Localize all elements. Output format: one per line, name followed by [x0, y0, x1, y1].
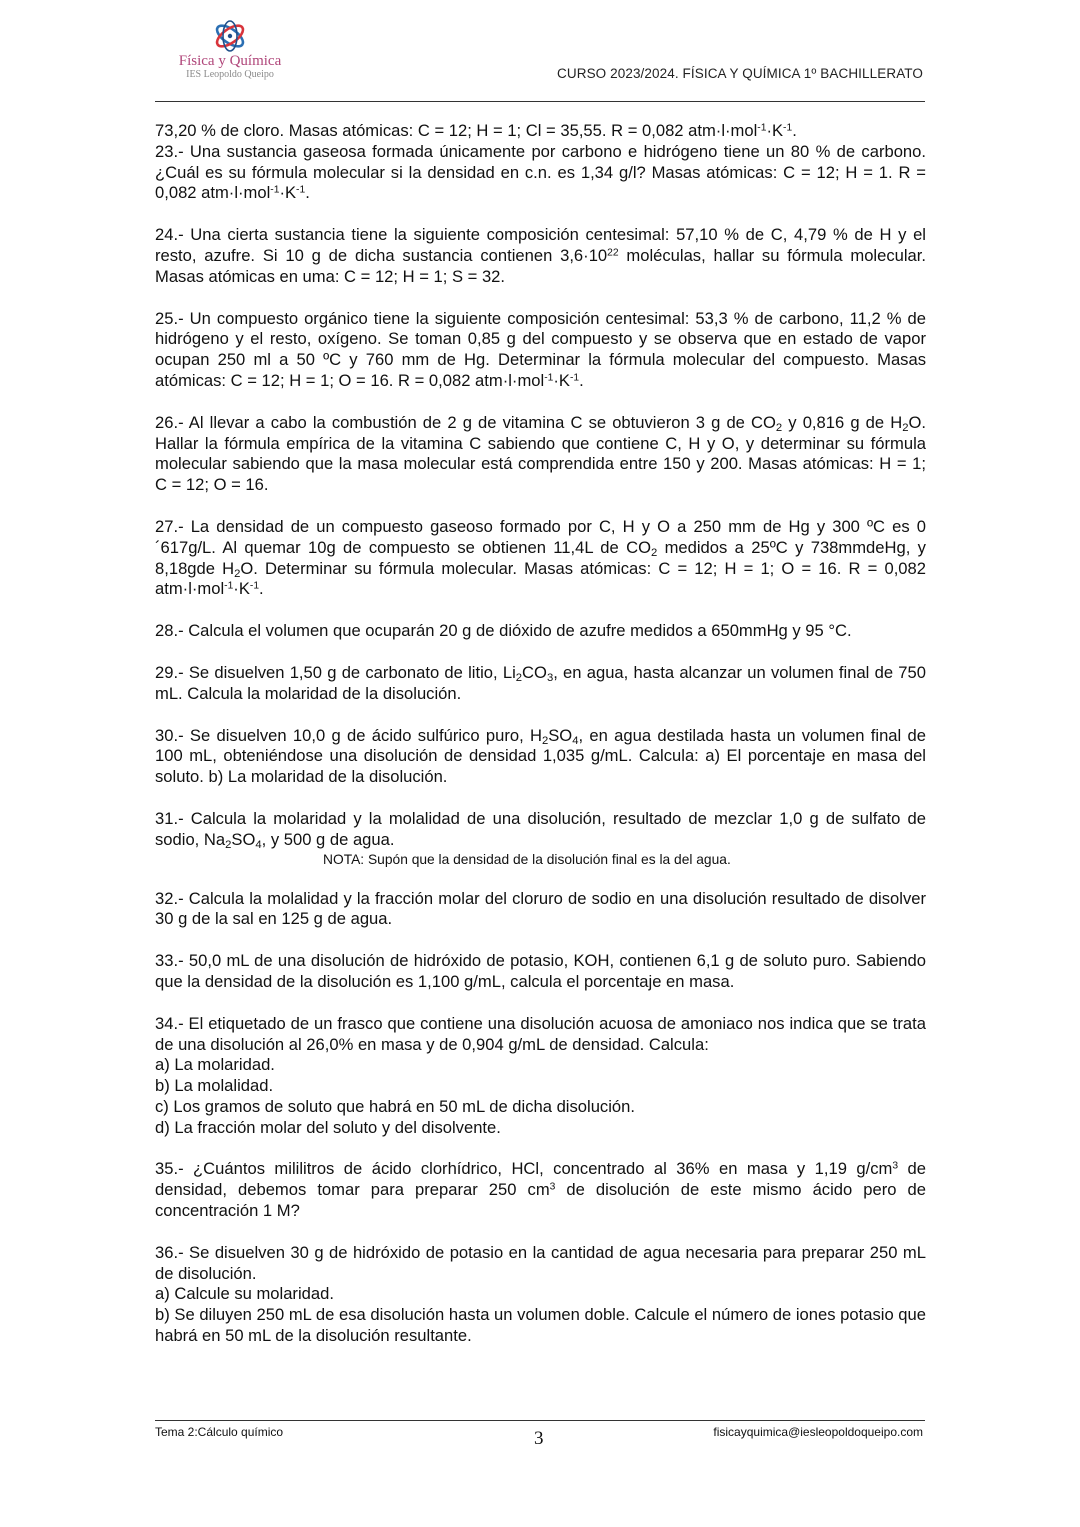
exercise-30: 30.- Se disuelven 10,0 g de ácido sulfúrico puro, $H_2SO_4$, en agua destilada hasta un volumen final de 100 mL, obteniéndose una disolución de densidad 1,035 g/mL. Calcula: a) El porcentaje en masa del soluto. b) La molaridad de la disolución. [155, 725, 926, 787]
exercise-22-tail: 73,20 % de cloro. Masas atómicas: C = 12; H = 1; Cl = 35,55. R = 0,082 $atm\cdot l\cdot mol^{-1}\cdot K^{-1}$. [155, 121, 797, 140]
exercise-35: 35.- ¿Cuántos mililitros de ácido clorhídrico, HCl, concentrado al 36% en masa y 1,19 $g/cm^3$ de densidad, debemos tomar para preparar 250 $cm^3$ de disolución de este mismo ácido pero de concentración 1 M? [155, 1159, 927, 1221]
exercise-23: 23.- Una sustancia gaseosa formada únicamente por carbono e hidrógeno tiene un 80 % de carbono. ¿Cuál es su fórmula molecular si la densidad en c.n. es 1,34 g/l? Masas atómicas: C = 12; H = 1. R = 0,082 $atm\cdot l\cdot mol^{-1}\cdot K^{-1}$. [155, 141, 926, 203]
exercise-34-item-a: a) La molaridad. [155, 1055, 275, 1075]
exercise-24: 24.- Una cierta sustancia tiene la siguiente composición centesimal: 57,10 % de C, 4,79 % de H y el resto, azufre. Si 10 g de dicha sustancia contienen $3,6\cdot 10^{22}$ moléculas, hallar su fórmula molecular. Masas atómicas en uma: C = 12; H = 1; S = 32. [155, 225, 926, 286]
exercise-36: 36.- Se disuelven 30 g de hidróxido de potasio en la cantidad de agua necesaria para preparar 250 mL de disolución. [155, 1242, 926, 1283]
footer-email: fisicayquimica@iesleopoldoqueipo.com [713, 1425, 923, 1439]
exercise-34-item-b: b) La molalidad. [155, 1076, 274, 1096]
atom-logo-icon [211, 20, 249, 52]
exercise-29: 29.- Se disuelven 1,50 g de carbonato de litio, $Li_2CO_3$, en agua, hasta alcanzar un volumen final de 750 mL. Calcula la molaridad de la disolución. [155, 662, 926, 703]
exercise-31-note: NOTA: Supón que la densidad de la disolución final es la del agua. [323, 851, 731, 867]
exercise-33: 33.- 50,0 mL de una disolución de hidróxido de potasio, KOH, contienen 6,1 g de soluto puro. Sabiendo que la densidad de la disolución es 1,100 g/mL, calcula el porcentaje en masa. [155, 951, 926, 991]
exercise-36-item-a: a) Calcule su molaridad. [155, 1284, 334, 1304]
header-divider [155, 101, 925, 102]
exercise-25: 25.- Un compuesto orgánico tiene la siguiente composición centesimal: 53,3 % de carbono, 11,2 % de hidrógeno y el resto, oxígeno. Se toman 0,85 g del compuesto y se observa que en estado de vapor ocupan 250 ml a 50 ºC y 760 mm de Hg. Determinar la fórmula molecular del compuesto. Masas atómicas: C = 12; H = 1; O = 16. R = 0,082 $atm\cdot l\cdot mol^{-1}\cdot K^{-1}$. [155, 308, 926, 390]
course-header: CURSO 2023/2024. FÍSICA Y QUÍMICA 1º BACHILLERATO [557, 66, 923, 81]
exercise-27: 27.- La densidad de un compuesto gaseoso formado por C, H y O a 250 mm de Hg y 300 ºC es 0´617g/L. Al quemar 10g de compuesto se obtienen 11,4L de $CO_2$ medidos a 25ºC y 738mmdeHg, y 8,18gde $H_2O$. Determinar su fórmula molecular. Masas atómicas: C = 12; H = 1; O = 16. R = 0,082 $atm\cdot l\cdot mol^{-1}\cdot K^{-1}$. [155, 516, 926, 599]
logo [170, 20, 290, 80]
exercise-34-item-c: c) Los gramos de soluto que habrá en 50 mL de dicha disolución. [155, 1096, 635, 1116]
footer-divider [155, 1420, 925, 1421]
exercise-34: 34.- El etiquetado de un frasco que contiene una disolución acuosa de amoniaco nos indica que se trata de una disolución al 26,0% en masa y de 0,904 g/mL de densidad. Calcula: [155, 1013, 926, 1054]
exercise-36-item-b: b) Se diluyen 250 mL de esa disolución hasta un volumen doble. Calcule el número de iones potasio que habrá en 50 mL de la disolución resultante. [155, 1305, 926, 1346]
page-number: 3 [534, 1428, 544, 1449]
footer-topic: Tema 2:Cálculo químico [155, 1425, 284, 1439]
logo-name: Física y Química [178, 53, 282, 69]
exercise-31: 31.- Calcula la molaridad y la molalidad de una disolución, resultado de mezclar 1,0 g de sulfato de sodio, $Na_2SO_4$, y 500 g de agua. [155, 808, 926, 851]
exercise-34-item-d: d) La fracción molar del soluto y del disolvente. [155, 1117, 501, 1137]
exercise-28: 28.- Calcula el volumen que ocuparán 20 g de dióxido de azufre medidos a 650mmHg y 95 °C. [155, 621, 852, 641]
exercise-32: 32.- Calcula la molalidad y la fracción molar del cloruro de sodio en una disolución resultado de disolver 30 g de la sal en 125 g de agua. [155, 888, 926, 929]
logo-subtitle: IES Leopoldo Queipo [186, 69, 274, 80]
exercise-list [155, 121, 926, 1347]
exercise-26: 26.- Al llevar a cabo la combustión de 2 g de vitamina C se obtuvieron 3 g de $CO_2$ y 0,816 g de $H_2O$. Hallar la fórmula empírica de la vitamina C sabiendo que contiene C, H y O, y determinar su fórmula molecular sabiendo que la masa molecular está comprendida entre 150 y 200. Masas atómicas: H = 1; C = 12; O = 16. [155, 412, 926, 495]
